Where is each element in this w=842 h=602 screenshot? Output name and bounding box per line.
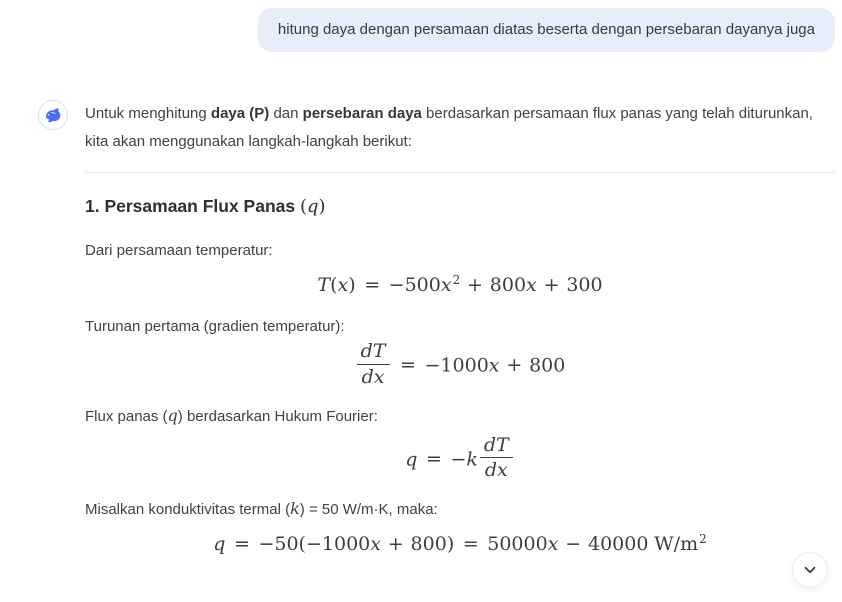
fraction-dT-dx bbox=[480, 434, 513, 483]
math-token: ) bbox=[348, 274, 356, 296]
user-message-bubble: hitung daya dengan persamaan diatas beserta dengan persebaran dayanya juga bbox=[258, 8, 835, 52]
deepseek-whale-icon bbox=[43, 105, 64, 126]
math-token: k bbox=[290, 499, 300, 519]
math-token: x bbox=[337, 274, 349, 296]
intro-text: dan bbox=[269, 105, 303, 122]
equation-temperature bbox=[85, 274, 835, 296]
intro-text: berdasarkan persamaan flux panas yang telah diturunkan, kita akan menggunakan langkah-langkah berikut: bbox=[85, 105, 813, 150]
math-token: + bbox=[506, 354, 523, 377]
math-token: 800 bbox=[489, 274, 527, 296]
math-token: ) bbox=[318, 196, 326, 217]
math-token: ( bbox=[298, 533, 306, 556]
math-token: − bbox=[565, 533, 582, 556]
math-token: x bbox=[547, 533, 559, 556]
math-superscript: 2 bbox=[452, 273, 461, 287]
math-token: −50 bbox=[258, 533, 299, 556]
math-token: − bbox=[450, 447, 467, 470]
math-token: q bbox=[307, 196, 319, 217]
math-token: T bbox=[317, 274, 331, 296]
math-token: q bbox=[213, 533, 226, 556]
math-token: = bbox=[400, 354, 416, 377]
math-unit: W/m bbox=[654, 533, 699, 556]
section-divider bbox=[85, 172, 835, 173]
math-token: −500 bbox=[388, 274, 441, 296]
math-token: 800 bbox=[410, 533, 447, 556]
fraction-dT-dx bbox=[357, 340, 390, 389]
para-text: ) berdasarkan Hukum Fourier: bbox=[177, 407, 378, 425]
math-token: x bbox=[373, 365, 385, 388]
math-token: −1000 bbox=[424, 354, 489, 377]
intro-bold-daya: daya (P) bbox=[210, 105, 270, 122]
math-token: = bbox=[233, 533, 250, 556]
math-token: + bbox=[387, 533, 404, 556]
para-conductivity bbox=[85, 498, 835, 521]
math-token: x bbox=[488, 354, 500, 377]
math-token: q bbox=[167, 405, 178, 425]
heading-math bbox=[300, 196, 326, 217]
heading-text: 1. Persamaan Flux Panas bbox=[85, 196, 300, 216]
para-temperature: Dari persamaan temperatur: bbox=[85, 242, 273, 259]
math-token: + bbox=[467, 274, 483, 296]
math-token: T bbox=[372, 340, 386, 362]
math-token: = bbox=[462, 533, 479, 556]
math-token: d bbox=[360, 340, 373, 362]
math-token: −1000 bbox=[305, 533, 371, 556]
math-token: ( bbox=[299, 196, 308, 217]
math-token: 800 bbox=[529, 354, 566, 377]
user-message-row bbox=[0, 0, 842, 52]
intro-paragraph bbox=[85, 100, 835, 156]
math-token: + bbox=[543, 274, 560, 296]
scroll-to-bottom-button[interactable] bbox=[792, 552, 828, 588]
math-token: 300 bbox=[566, 274, 603, 296]
para-derivative: Turunan pertama (gradien temperatur): bbox=[85, 318, 345, 335]
math-token: x bbox=[526, 274, 537, 296]
intro-bold-persebaran: persebaran daya bbox=[302, 105, 422, 122]
para-text: Misalkan konduktivitas termal ( bbox=[85, 501, 291, 519]
math-token: 40000 bbox=[588, 533, 649, 556]
para-fourier bbox=[85, 405, 835, 428]
math-token: T bbox=[496, 433, 509, 456]
math-token: x bbox=[370, 533, 381, 556]
assistant-content bbox=[85, 100, 835, 555]
math-token: q bbox=[405, 447, 418, 470]
math-token: d bbox=[483, 433, 497, 456]
math-token: d bbox=[361, 365, 374, 388]
math-token: ) bbox=[446, 533, 455, 556]
equation-gradient bbox=[85, 342, 835, 391]
para-text: Flux panas ( bbox=[85, 407, 168, 425]
section-heading bbox=[85, 195, 835, 218]
equation-final-flux bbox=[85, 533, 835, 555]
math-token: = bbox=[364, 274, 381, 296]
assistant-avatar bbox=[38, 100, 68, 130]
math-token: d bbox=[484, 459, 498, 482]
math-token: ( bbox=[330, 274, 338, 296]
assistant-message bbox=[0, 100, 842, 555]
intro-text: Untuk menghitung bbox=[85, 105, 211, 122]
math-token: x bbox=[497, 459, 508, 482]
math-token: 50000 bbox=[487, 533, 548, 556]
equation-fourier bbox=[85, 433, 835, 485]
para-text: ) = 50 W/m·K, maka: bbox=[299, 501, 438, 519]
math-token: x bbox=[440, 274, 452, 296]
math-token: = bbox=[425, 447, 442, 470]
math-token: k bbox=[466, 447, 478, 470]
fraction-bar bbox=[357, 364, 390, 365]
chevron-down-icon bbox=[801, 561, 819, 579]
math-superscript: 2 bbox=[699, 532, 707, 547]
fraction-bar bbox=[480, 457, 513, 458]
